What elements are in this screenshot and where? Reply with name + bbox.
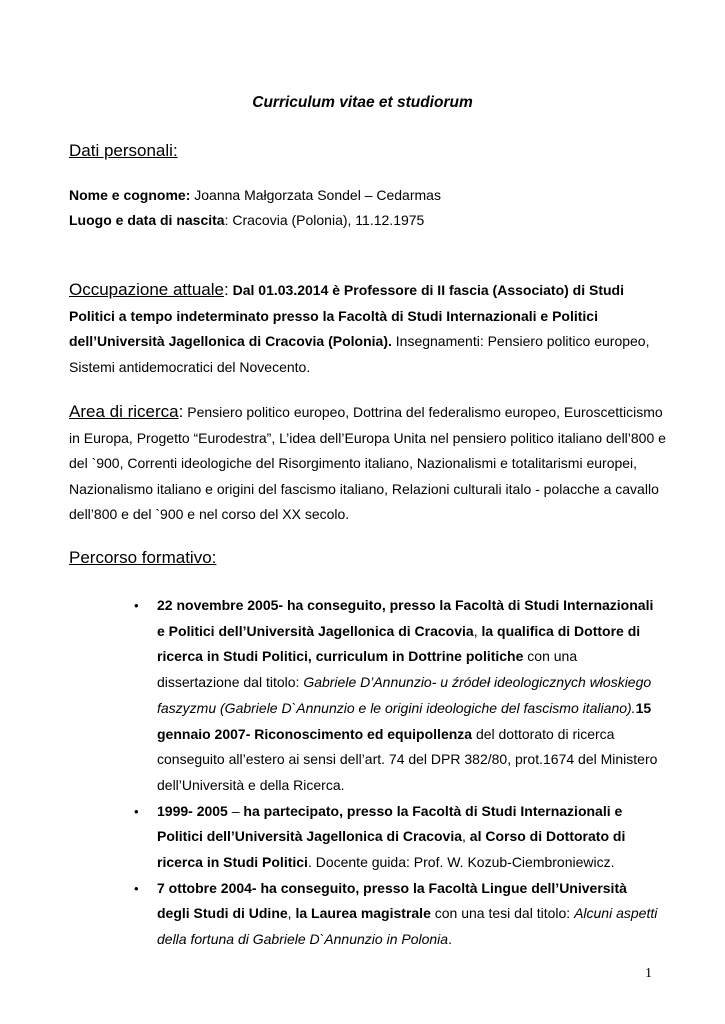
item-italic-text: Alcuni aspetti della fortuna di Gabriele D`Annunzio in Polonia [157,905,658,948]
occupazione-paragraph [69,277,669,380]
section-heading-percorso-formativo: Percorso formativo: [69,548,217,567]
bullet-icon: • [134,880,139,896]
item-bold-text: la Laurea magistrale [295,905,431,922]
percorso-list [134,593,659,953]
section-heading-dati-personali: Dati personali: [69,141,178,160]
luogo-label: Luogo e data di nascita [69,212,225,228]
section-heading-area-ricerca: Area di ricerca [69,402,179,421]
list-item [134,799,659,876]
area-ricerca-colon: : [178,402,184,421]
item-text: , [287,905,296,922]
list-item [134,593,659,799]
item-text: con una tesi dal titolo: [430,905,575,922]
list-item [134,876,659,953]
page-number: 1 [645,966,652,981]
area-ricerca-text: Pensiero politico europeo, Dottrina del federalismo europeo, Euroscetticismo in Europa, Progetto “Eurodestra”, L’idea dell’Europa Unita nel pensiero politico italiano dell’800 e del `900, Correnti ideologiche del Risorgimento italiano, Nazionalismi e totalitarismi europei, Nazionalismo italiano e origini del fascismo italiano, Relazioni culturali italo - polacche a cavallo dell’800 e del `900 e nel corso del XX secolo. [69,404,666,522]
bullet-icon: • [134,598,139,613]
item-bold-text: 22 novembre 2005- ha conseguito, presso la Facoltà di Studi Internazionali e Politici dell’Università Jagellonica di Cracovia [157,597,654,639]
item-italic-text: Gabriele D’Annunzio- u źródeł ideologicznych włoskiego faszyzmu (Gabriele D`Annunzio e le origini ideologiche del fascismo italiano). [157,674,652,716]
item-text: , [473,622,482,639]
section-heading-occupazione: Occupazione attuale [69,280,224,299]
nome-value: Joanna Małgorzata Sondel – Cedarmas [190,187,441,203]
occupazione-colon: : [224,280,229,299]
area-ricerca-paragraph [69,399,669,528]
document-title: Curriculum vitae et studiorum [252,94,473,111]
item-text: . Docente guida: Prof. W. Kozub-Ciembroniewicz. [307,854,615,871]
item-text: con una dissertazione dal titolo: [157,648,578,691]
item-bold-text: 7 ottobre 2004- ha conseguito, presso la Facoltà Lingue dell’Università degli Studi di Udine [157,879,627,922]
luogo-data-nascita-line [69,212,424,228]
item-text: – [227,802,244,819]
item-bold-text: 15 gennaio 2007- Riconoscimento ed equipollenza [157,699,652,742]
luogo-value: : Cracovia (Polonia), 11.12.1975 [224,212,425,228]
occupazione-bold-text: Dal 01.03.2014 è Professore di II fascia (Associato) di Studi Politici a tempo indeterminato presso la Facoltà di Studi Internazionali e Politici dell’Università Jagellonica di Cracovia (Polonia). [69,282,625,349]
nome-cognome-line [69,187,441,203]
item-text: , [462,828,470,845]
bullet-icon: • [134,803,139,819]
occupazione-text: Insegnamenti: Pensiero politico europeo, Sistemi antidemocratici del Novecento. [69,333,650,375]
item-bold-text: ha partecipato, presso la Facoltà di Studi Internazionali e Politici dell’Università Jagellonica di Cracovia [157,802,623,845]
item-bold-text: al Corso di Dottorato di ricerca in Studi Politici [157,828,626,871]
item-text: . [448,931,452,948]
item-bold-text: la qualifica di Dottore di ricerca in Studi Politici, curriculum in Dottrine politiche [157,622,641,665]
item-text: del dottorato di ricerca conseguito all’estero ai sensi dell’art. 74 del DPR 382/80, prot.1674 del Ministero dell’Università e della Ricerca. [157,725,658,793]
nome-label: Nome e cognome: [69,187,191,203]
item-bold-text: 1999- 2005 [157,802,228,819]
